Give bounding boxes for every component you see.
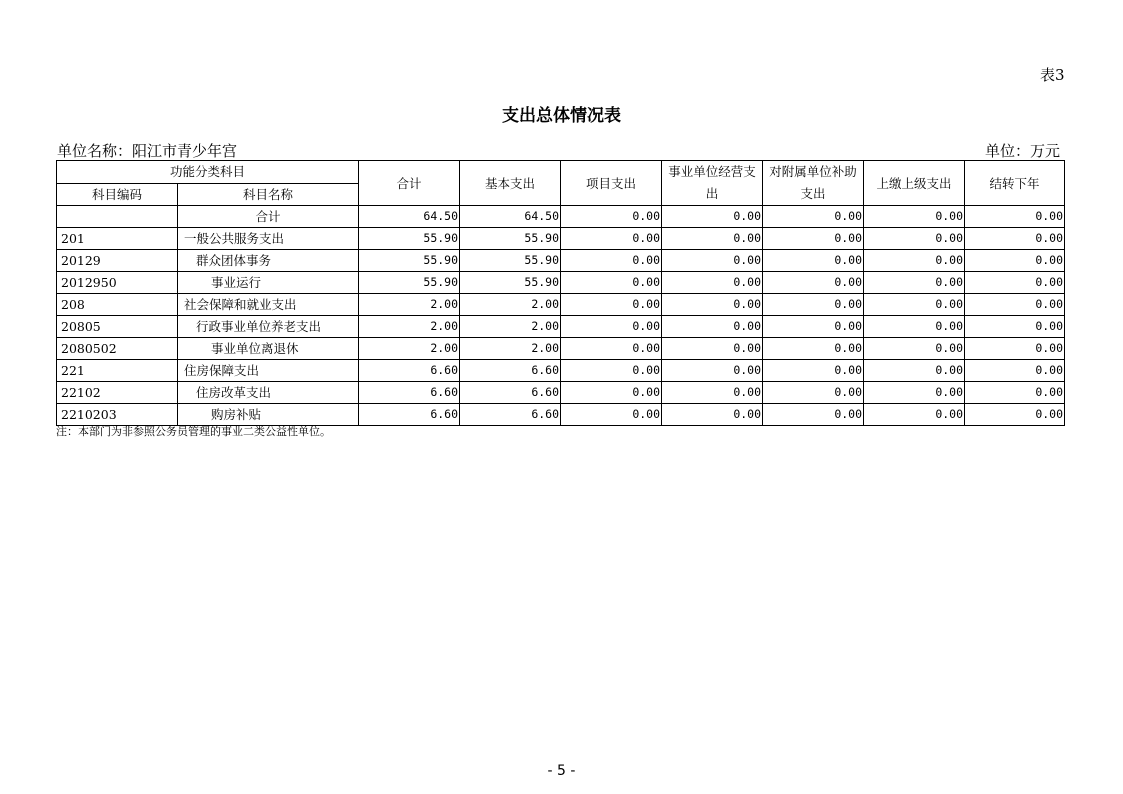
cell-turnover: 0.00 <box>864 250 965 272</box>
cell-business: 0.00 <box>662 316 763 338</box>
table-row-total <box>57 206 1065 228</box>
cell-business: 0.00 <box>662 250 763 272</box>
cell-code <box>57 206 178 228</box>
cell-turnover: 0.00 <box>864 404 965 426</box>
cell-name: 事业运行 <box>178 272 359 294</box>
cell-carryover: 0.00 <box>965 316 1065 338</box>
cell-name: 行政事业单位养老支出 <box>178 316 359 338</box>
cell-name: 社会保障和就业支出 <box>178 294 359 316</box>
cell-project: 0.00 <box>561 404 662 426</box>
cell-carryover: 0.00 <box>965 272 1065 294</box>
cell-total: 6.60 <box>359 404 460 426</box>
cell-turnover: 0.00 <box>864 338 965 360</box>
cell-project: 0.00 <box>561 338 662 360</box>
cell-carryover: 0.00 <box>965 404 1065 426</box>
cell-business: 0.00 <box>662 360 763 382</box>
cell-subsidy: 0.00 <box>763 294 864 316</box>
cell-basic: 2.00 <box>460 338 561 360</box>
cell-code: 2080502 <box>57 338 178 360</box>
cell-project: 0.00 <box>561 360 662 382</box>
cell-total: 55.90 <box>359 250 460 272</box>
cell-carryover: 0.00 <box>965 294 1065 316</box>
cell-subsidy: 0.00 <box>763 272 864 294</box>
cell-total: 2.00 <box>359 316 460 338</box>
cell-carryover: 0.00 <box>965 382 1065 404</box>
cell-business: 0.00 <box>662 272 763 294</box>
cell-project: 0.00 <box>561 272 662 294</box>
cell-basic: 6.60 <box>460 360 561 382</box>
cell-business: 0.00 <box>662 228 763 250</box>
cell-total: 2.00 <box>359 338 460 360</box>
table-number: 表3 <box>1040 66 1065 84</box>
cell-basic: 55.90 <box>460 250 561 272</box>
cell-carryover: 0.00 <box>965 338 1065 360</box>
cell-project: 0.00 <box>561 316 662 338</box>
cell-turnover: 0.00 <box>864 228 965 250</box>
cell-business: 0.00 <box>662 294 763 316</box>
cell-code: 22102 <box>57 382 178 404</box>
cell-basic: 6.60 <box>460 382 561 404</box>
cell-code: 208 <box>57 294 178 316</box>
header-basic-expenditure: 基本支出 <box>460 161 561 206</box>
cell-carryover: 0.00 <box>965 250 1065 272</box>
cell-subsidy: 0.00 <box>763 250 864 272</box>
cell-name: 住房保障支出 <box>178 360 359 382</box>
cell-basic: 55.90 <box>460 228 561 250</box>
cell-turnover: 0.00 <box>864 360 965 382</box>
cell-name: 购房补贴 <box>178 404 359 426</box>
cell-subsidy: 0.00 <box>763 228 864 250</box>
cell-subsidy: 0.00 <box>763 382 864 404</box>
table-row <box>57 228 1065 250</box>
cell-subsidy: 0.00 <box>763 404 864 426</box>
header-project-expenditure: 项目支出 <box>561 161 662 206</box>
header-function-category: 功能分类科目 <box>57 161 359 184</box>
cell-name: 群众团体事务 <box>178 250 359 272</box>
cell-total: 64.50 <box>359 206 460 228</box>
cell-project: 0.00 <box>561 294 662 316</box>
cell-subsidy: 0.00 <box>763 360 864 382</box>
cell-code: 20805 <box>57 316 178 338</box>
cell-name: 一般公共服务支出 <box>178 228 359 250</box>
unit-name-label: 单位名称：阳江市青少年宫 <box>57 142 238 160</box>
cell-name: 合计 <box>178 206 359 228</box>
cell-turnover: 0.00 <box>864 382 965 404</box>
cell-turnover: 0.00 <box>864 272 965 294</box>
cell-business: 0.00 <box>662 338 763 360</box>
cell-business: 0.00 <box>662 382 763 404</box>
cell-carryover: 0.00 <box>965 228 1065 250</box>
cell-subsidy: 0.00 <box>763 206 864 228</box>
cell-project: 0.00 <box>561 206 662 228</box>
cell-project: 0.00 <box>561 228 662 250</box>
cell-basic: 64.50 <box>460 206 561 228</box>
cell-code: 221 <box>57 360 178 382</box>
cell-project: 0.00 <box>561 250 662 272</box>
cell-total: 2.00 <box>359 294 460 316</box>
header-subject-name: 科目名称 <box>178 183 359 206</box>
cell-turnover: 0.00 <box>864 316 965 338</box>
cell-code: 201 <box>57 228 178 250</box>
table-row <box>57 316 1065 338</box>
page-number: - 5 - <box>547 763 576 779</box>
table-row <box>57 250 1065 272</box>
cell-code: 20129 <box>57 250 178 272</box>
currency-unit-label: 单位：万元 <box>985 142 1061 160</box>
header-turnover-expenditure: 上缴上级支出 <box>864 161 965 206</box>
cell-basic: 2.00 <box>460 316 561 338</box>
table-row <box>57 360 1065 382</box>
cell-subsidy: 0.00 <box>763 316 864 338</box>
header-total: 合计 <box>359 161 460 206</box>
table-row <box>57 382 1065 404</box>
header-subject-code: 科目编码 <box>57 183 178 206</box>
cell-code: 2012950 <box>57 272 178 294</box>
cell-carryover: 0.00 <box>965 360 1065 382</box>
cell-business: 0.00 <box>662 404 763 426</box>
cell-carryover: 0.00 <box>965 206 1065 228</box>
table-row <box>57 272 1065 294</box>
expenditure-table <box>56 160 1065 426</box>
document-title: 支出总体情况表 <box>502 106 621 126</box>
cell-code: 2210203 <box>57 404 178 426</box>
cell-business: 0.00 <box>662 206 763 228</box>
cell-name: 住房改革支出 <box>178 382 359 404</box>
header-business-expenditure: 事业单位经营支出 <box>662 161 763 206</box>
header-subsidy-expenditure: 对附属单位补助支出 <box>763 161 864 206</box>
cell-total: 55.90 <box>359 272 460 294</box>
cell-name: 事业单位离退休 <box>178 338 359 360</box>
cell-turnover: 0.00 <box>864 294 965 316</box>
cell-basic: 6.60 <box>460 404 561 426</box>
cell-basic: 55.90 <box>460 272 561 294</box>
footnote: 注：本部门为非参照公务员管理的事业二类公益性单位。 <box>56 425 331 438</box>
cell-total: 6.60 <box>359 382 460 404</box>
cell-total: 55.90 <box>359 228 460 250</box>
header-carryover: 结转下年 <box>965 161 1065 206</box>
cell-project: 0.00 <box>561 382 662 404</box>
cell-subsidy: 0.00 <box>763 338 864 360</box>
table-row <box>57 294 1065 316</box>
table-row <box>57 338 1065 360</box>
cell-total: 6.60 <box>359 360 460 382</box>
cell-turnover: 0.00 <box>864 206 965 228</box>
cell-basic: 2.00 <box>460 294 561 316</box>
